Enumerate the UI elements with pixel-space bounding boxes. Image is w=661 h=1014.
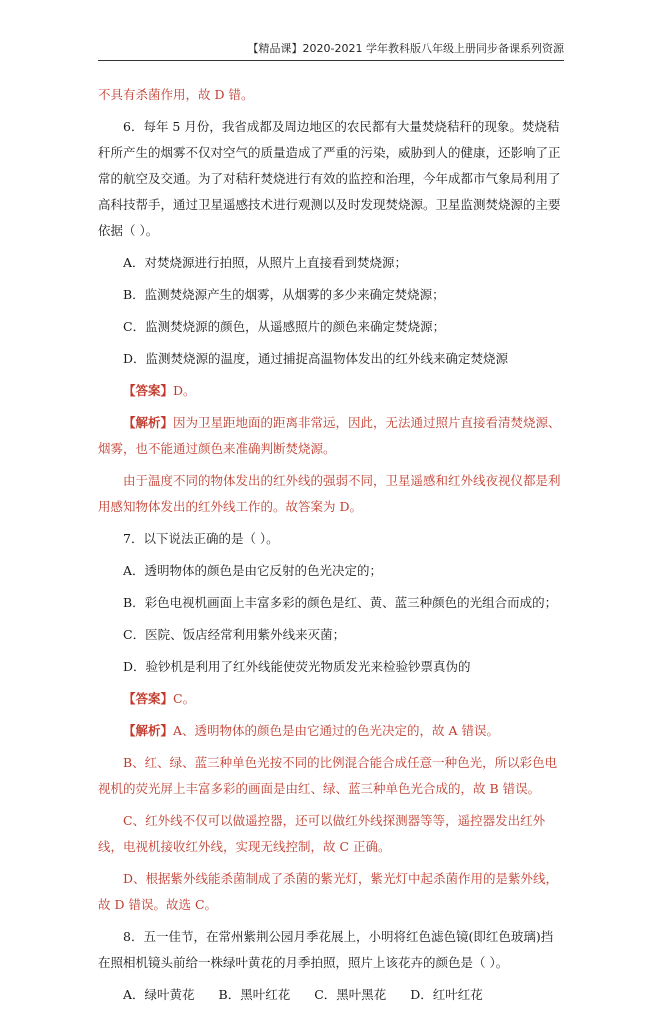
question-6-option-c: C．监测焚烧源的颜色，从遥感照片的颜色来确定焚烧源； <box>123 319 446 334</box>
question-6-stem: 6．每年 5 月份，我省成都及周边地区的农民都有大量焚烧秸秆的现象。焚烧秸秆所产生的烟雾不仅对空气的质量造成了严重的污染，威胁到人的健康，还影响了正常的航空及交通。为了对秸秆焚烧进行有效的监控和治理，今年成都市气象局利用了高科技帮手，通过卫星遥感技术进行观测以及时发现焚烧源。卫星监测焚烧源的主要依据（ ）。 <box>98 119 561 238</box>
question-8-option-d: D．红叶红花 <box>410 987 483 1002</box>
question-7-option-d: D．验钞机是利用了红外线能使荧光物质发光来检验钞票真伪的 <box>123 659 471 674</box>
question-7-analysis-c: C、红外线不仅可以做遥控器，还可以做红外线探测器等等，遥控器发出红外线，电视机接收红外线，实现无线控制，故 C 正确。 <box>98 813 546 854</box>
answer-value: D。 <box>173 383 196 398</box>
question-7-answer <box>98 686 564 712</box>
analysis-tag: 【解析】 <box>123 723 174 738</box>
answer-tag: 【答案】 <box>123 691 174 706</box>
question-6-option-b: B．监测焚烧源产生的烟雾，从烟雾的多少来确定焚烧源； <box>123 287 445 302</box>
question-7-option-c: C．医院、饭店经常利用紫外线来灭菌； <box>123 627 346 642</box>
analysis-text: A、透明物体的颜色是由它通过的色光决定的，故 A 错误。 <box>173 723 500 738</box>
question-8-options <box>98 982 564 1008</box>
question-6-analysis-2: 由于温度不同的物体发出的红外线的强弱不同，卫星遥感和红外线夜视仪都是利用感知物体发出的红外线工作的。故答案为 D。 <box>98 473 561 514</box>
question-7-option-b: B．彩色电视机画面上丰富多彩的颜色是红、黄、蓝三种颜色的光组合而成的； <box>123 595 558 610</box>
question-7-analysis-a <box>98 718 564 744</box>
question-7-stem: 7．以下说法正确的是（ ）。 <box>123 531 279 546</box>
answer-value: C。 <box>173 691 196 706</box>
carryover-text: 不具有杀菌作用，故 D 错。 <box>98 87 254 102</box>
analysis-tag: 【解析】 <box>123 415 174 430</box>
analysis-text: 因为卫星距地面的距离非常远，因此，无法通过照片直接看清焚烧源、烟雾，也不能通过颜色来准确判断焚烧源。 <box>98 415 561 456</box>
question-8-option-b: B．黑叶红花 <box>218 987 291 1002</box>
answer-tag: 【答案】 <box>123 383 174 398</box>
question-7-option-a: A．透明物体的颜色是由它反射的色光决定的； <box>123 563 383 578</box>
question-6-option-d: D．监测焚烧源的温度，通过捕捉高温物体发出的红外线来确定焚烧源 <box>123 351 509 366</box>
question-7-analysis-d: D、根据紫外线能杀菌制成了杀菌的紫光灯，紫光灯中起杀菌作用的是紫外线，故 D 错误。故选 C。 <box>98 871 559 912</box>
question-8-option-c: C．黑叶黑花 <box>314 987 387 1002</box>
page-header: 【精品课】2020-2021 学年教科版八年级上册同步备课系列资源 <box>98 40 564 61</box>
question-8-stem: 8．五一佳节，在常州紫荆公园月季花展上，小明将红色滤色镜(即红色玻璃)挡在照相机镜头前给一株绿叶黄花的月季拍照，照片上该花卉的颜色是（ ）。 <box>98 929 554 970</box>
question-8-option-a: A．绿叶黄花 <box>123 987 195 1002</box>
question-6-answer <box>98 378 564 404</box>
document-body <box>98 82 564 1014</box>
question-6-option-a: A．对焚烧源进行拍照，从照片上直接看到焚烧源； <box>123 255 408 270</box>
question-7-analysis-b: B、红、绿、蓝三种单色光按不同的比例混合能合成任意一种色光，所以彩色电视机的荧光屏上丰富多彩的画面是由红、绿、蓝三种单色光合成的，故 B 错误。 <box>98 755 558 796</box>
question-6-analysis-1 <box>98 410 564 462</box>
